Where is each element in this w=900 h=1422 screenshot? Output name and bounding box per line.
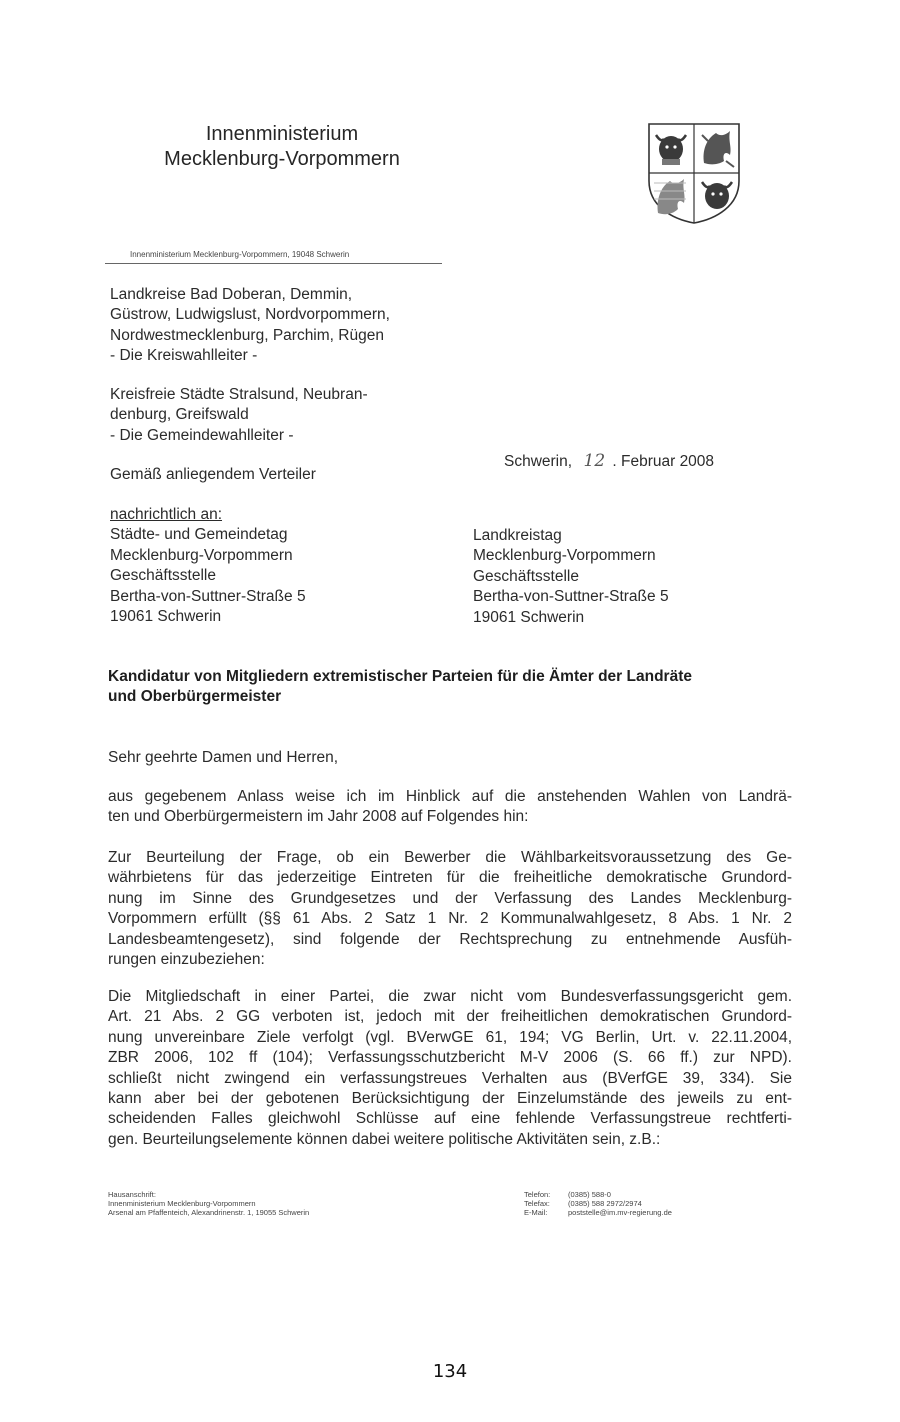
footer-address [108,1190,309,1217]
address-line: Mecklenburg-Vorpommern [473,547,656,565]
contact-value: (0385) 588 2972/2974 [568,1199,642,1208]
footer-email [524,1208,672,1217]
contact-label: Telefax: [524,1199,550,1208]
sender-divider [105,263,442,264]
salutation: Sehr geehrte Damen und Herren, [108,749,339,766]
paragraph-line: schließt nicht zwingend ein verfassungstreues Verhalten aus (BVerfGE 39, 334). Sie [108,1069,792,1087]
paragraph-1 [108,787,792,828]
paragraph-line: scheidenden Falles gleichwohl Schlüsse auf eine fehlende Verfassungstreue rechtferti- [108,1110,792,1128]
paragraph-line: nung unvereinbare Ziele verfolgt (vgl. BVerwGE 61, 194; VG Berlin, Urt. v. 22.11.2004, [108,1028,792,1046]
date-month-year: . Februar 2008 [612,453,715,470]
date-place: Schwerin, [504,453,573,470]
address-line: Geschäftsstelle [473,567,579,585]
sender-line: Innenministerium Mecklenburg-Vorpommern, 19048 Schwerin [130,250,350,259]
footer-fax [524,1199,672,1208]
ministry-name: Innenministerium [205,123,359,145]
contact-value: (0385) 588-0 [568,1190,611,1199]
cc-right-address [473,526,669,628]
page-number: 134 [432,1361,468,1382]
recipient-line: denburg, Greifswald [110,406,249,424]
address-line: Städte- und Gemeindetag [110,526,288,544]
recipient-line: - Die Kreiswahlleiter - [110,347,258,365]
recipient-group-districts [110,285,390,367]
paragraph-line: rungen einzubeziehen: [108,950,265,968]
address-line: Geschäftsstelle [110,567,216,585]
contact-label: E-Mail: [524,1208,548,1217]
cc-left-address [110,505,306,627]
paragraph-line: Zur Beurteilung der Frage, ob ein Bewerber die Wählbarkeitsvoraussetzung des Ge- [108,849,792,866]
recipient-line: - Die Gemeindewahlleiter - [110,426,294,444]
address-line: 19061 Schwerin [110,608,222,626]
date-day-handwritten: 12 [583,451,606,471]
recipient-line: Landkreise Bad Doberan, Demmin, [110,286,353,303]
recipient-group-cities [110,385,368,446]
letter-date [504,451,714,471]
cc-label: nachrichtlich an: [110,506,223,523]
footer-line: Hausanschrift: [108,1190,156,1199]
address-line: Bertha-von-Suttner-Straße 5 [473,588,669,606]
paragraph-line: Vorpommern erfüllt (§§ 61 Abs. 2 Satz 1 Nr. 2 Kommunalwahlgesetz, 8 Abs. 1 Nr. 2 [108,910,792,928]
paragraph-line: Die Mitgliedschaft in einer Partei, die zwar nicht vom Bundesverfassungsgericht gem. [108,988,792,1005]
letter-subject [108,667,692,707]
address-line: Bertha-von-Suttner-Straße 5 [110,587,306,605]
footer-line: Arsenal am Pfaffenteich, Alexandrinenstr. 1, 19055 Schwerin [108,1208,310,1217]
contact-label: Telefon: [524,1190,551,1199]
paragraph-line: gen. Beurteilungselemente können dabei weitere politische Aktivitäten sein, z.B.: [108,1130,661,1148]
paragraph-line: aus gegebenem Anlass weise ich im Hinblick auf die anstehenden Wahlen von Landrä- [108,788,792,805]
footer-contact [524,1190,672,1217]
recipient-line: Kreisfreie Städte Stralsund, Neubran- [110,386,368,403]
ministry-state: Mecklenburg-Vorpommern [164,148,400,170]
address-line: Mecklenburg-Vorpommern [110,546,293,564]
footer-line: Innenministerium Mecklenburg-Vorpommern [108,1199,256,1208]
paragraph-line: ten und Oberbürgermeistern im Jahr 2008 auf Folgendes hin: [108,808,529,826]
paragraph-line: ZBR 2006, 102 ff (104); Verfassungsschutzbericht M-V 2006 (S. 66 ff.) zur NPD). [108,1049,792,1067]
paragraph-line: Landesbeamtengesetz), sind folgende der Rechtsprechung zu entnehmende Ausfüh- [108,930,792,948]
address-line: 19061 Schwerin [473,608,585,626]
recipient-line: Güstrow, Ludwigslust, Nordvorpommern, [110,306,390,324]
address-line: Landkreistag [473,527,562,544]
paragraph-2 [108,848,792,970]
footer-phone [524,1190,672,1199]
distribution-note: Gemäß anliegendem Verteiler [110,466,316,483]
subject-line: Kandidatur von Mitgliedern extremistischer Parteien für die Ämter der Landräte [108,668,692,685]
subject-line: und Oberbürgermeister [108,688,282,705]
paragraph-line: währbietens für das jederzeitige Eintreten für die freiheitliche demokratische Grundord- [108,869,792,887]
recipient-line: Nordwestmecklenburg, Parchim, Rügen [110,326,384,344]
contact-value: poststelle@im.mv-regierung.de [568,1208,672,1217]
paragraph-line: Art. 21 Abs. 2 GG verboten ist, jedoch mit der freiheitlichen demokratischen Grundord- [108,1008,792,1026]
coat-of-arms-icon [646,121,742,225]
ministry-title [140,122,424,172]
paragraph-line: nung im Sinne des Grundgesetzes und der Verfassung des Landes Mecklenburg- [108,889,792,907]
paragraph-3 [108,987,792,1150]
paragraph-line: kann aber bei der gebotenen Berücksichtigung der Einzelumstände des jeweils zu ent- [108,1089,792,1107]
